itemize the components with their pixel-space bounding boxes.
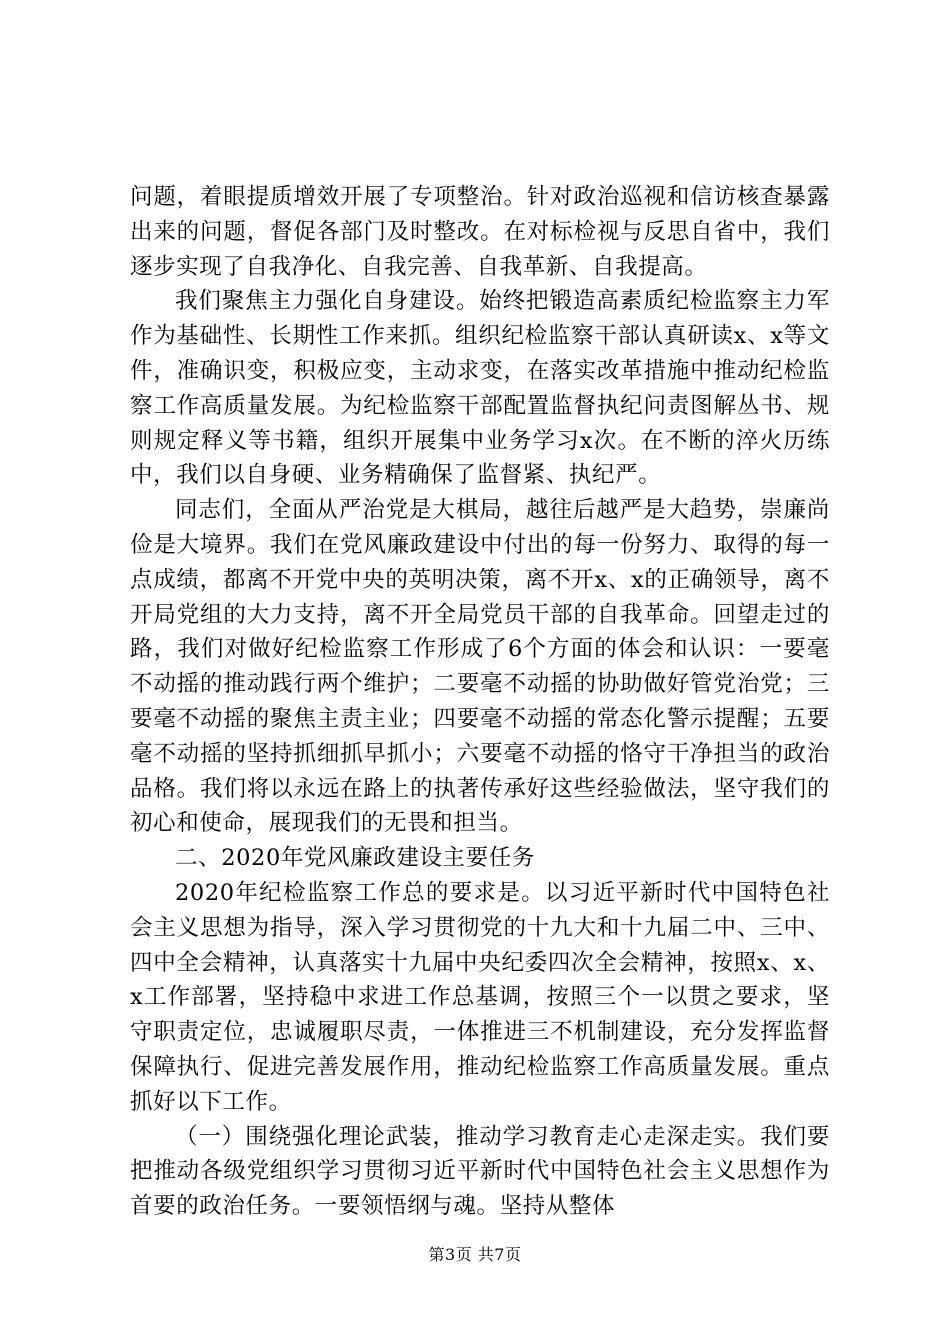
paragraph: 我们聚焦主力强化自身建设。始终把锻造高素质纪检监察主力军作为基础性、长期性工作来抓。组织纪检监察干部认真研读x、x等文件，准确识变，积极应变，主动求变，在落实改革措施中推动纪检监察工作高质量发展。为纪检监察干部配置监督执纪问责图解丛书、规则规定释义等书籍，组织开展集中业务学习x次。在不断的淬火历练中，我们以自身硬、业务精确保了监督紧、执纪严。 — [130, 288, 830, 489]
subsection-paragraph: （一）围绕强化理论武装，推动学习教育走心走深走实。我们要把推动各级党组织学习贯彻习近平新时代中国特色社会主义思想作为首要的政治任务。一要领悟纲与魂。坚持从整体 — [130, 1123, 830, 1220]
document-body — [130, 180, 830, 1224]
paragraph: 同志们，全面从严治党是大棋局，越往后越严是大趋势，崇廉尚俭是大境界。我们在党风廉政建设中付出的每一份努力、取得的每一点成绩，都离不开党中央的英明决策，离不开x、x的正确领导，离不开局党组的大力支持，离不开全局党员干部的自我革命。回望走过的路，我们对做好纪检监察工作形成了6个方面的体会和认识：一要毫不动摇的推动践行两个维护；二要毫不动摇的协助做好管党治党；三要毫不动摇的聚焦主责主业；四要毫不动摇的常态化警示提醒；五要毫不动摇的坚持抓细抓早抓小；六要毫不动摇的恪守干净担当的政治品格。我们将以永远在路上的执著传承好这些经验做法，坚守我们的初心和使命，展现我们的无畏和担当。 — [130, 497, 830, 837]
paragraph: 问题，着眼提质增效开展了专项整治。针对政治巡视和信访核查暴露出来的问题，督促各部门及时整改。在对标检视与反思自省中，我们逐步实现了自我净化、自我完善、自我革新、自我提高。 — [130, 184, 830, 280]
section-heading: 二、2020年党风廉政建设主要任务 — [175, 845, 535, 872]
page-footer: 第3页 共7页 — [428, 1245, 522, 1264]
paragraph: 2020年纪检监察工作总的要求是。以习近平新时代中国特色社会主义思想为指导，深入学习贯彻党的十九大和十九届二中、三中、四中全会精神，认真落实十九届中央纪委四次全会精神，按照x、x、x工作部署，坚持稳中求进工作总基调，按照三个一以贯之要求，坚守职责定位，忠诚履职尽责，一体推进三不机制建设，充分发挥监督保障执行、促进完善发展作用，推动纪检监察工作高质量发展。重点抓好以下工作。 — [130, 879, 830, 1115]
